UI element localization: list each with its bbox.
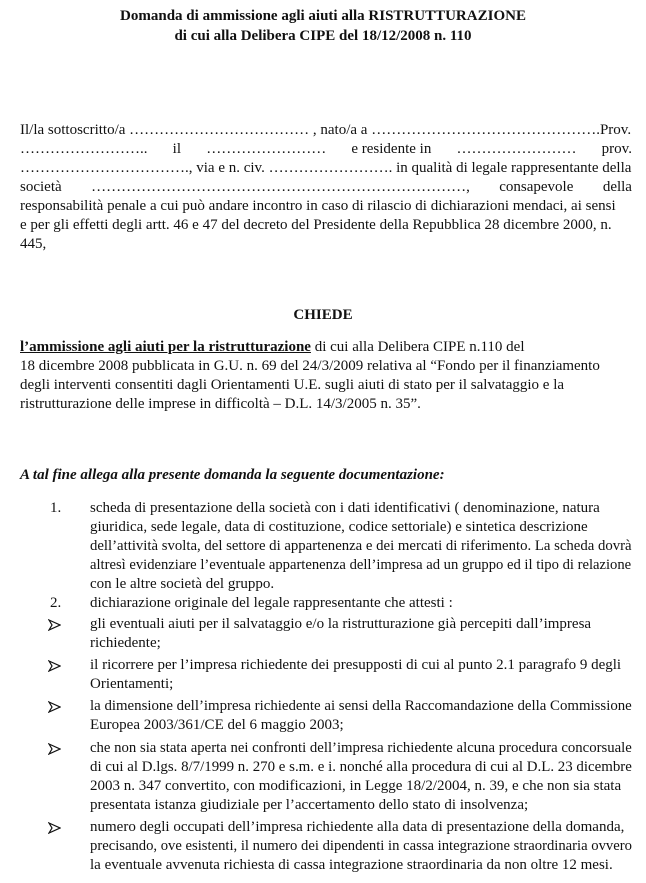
item-2-line: dichiarazione originale del legale rappresentante che attesti : (90, 595, 453, 611)
list-item-1-text (90, 499, 632, 594)
bullet-item-4-text (90, 739, 632, 815)
il-label: il (172, 141, 182, 157)
bullet-4-line: di cui al D.lgs. 8/7/1999 n. 270 e s.m. e i. nonché alla procedura di cui al D.L. 23 dicembre (90, 759, 632, 775)
bullet-item-1-text (90, 615, 632, 653)
declaration-line-7: 445, (20, 236, 47, 252)
arrow-bullet-icon (48, 818, 66, 834)
request-line-1 (20, 338, 632, 357)
declaration-line-4 (20, 178, 632, 197)
list-number-1: 1. (50, 500, 62, 516)
chiede-heading: CHIEDE (293, 307, 353, 323)
bullet-item-2-text (90, 656, 632, 694)
declaration-line-5: responsabilità penale a cui può andare incontro in caso di rilascio di dichiarazioni mendaci, ai sensi (20, 198, 616, 214)
list-item-2-text (90, 594, 632, 613)
document-title-line-1: Domanda di ammissione agli aiuti alla RISTRUTTURAZIONE (120, 8, 526, 24)
bullet-5-line: precisando, ove esistenti, il numero dei dipendenti in cassa integrazione straordinaria ovvero (90, 838, 632, 854)
item-1-line: con le altre società del gruppo. (90, 576, 275, 592)
request-line-3: degli interventi consentiti dagli Orientamenti U.E. sugli aiuti di stato per il salvataggio e la (20, 377, 565, 393)
bullet-4-line: presentata istanza giudiziale per l’accertamento dello stato di insolvenza; (90, 797, 529, 813)
declaration-line-2 (20, 140, 632, 159)
request-line-1-rest: di cui alla Delibera CIPE n.110 del (310, 339, 525, 355)
request-paragraph (20, 338, 632, 414)
bullet-1-line: gli eventuali aiuti per il salvataggio e/o la ristrutturazione già percepiti dall’impresa (90, 616, 592, 632)
arrow-bullet-icon (48, 739, 66, 755)
request-line-2: 18 dicembre 2008 pubblicata in G.U. n. 69 del 24/3/2009 relativa al “Fondo per il finanziamento (20, 358, 600, 374)
arrow-bullet-icon (48, 697, 66, 713)
bullet-4-line: 2003 n. 347 convertito, con modificazioni, in Legge 18/2/2004, n. 39, e che non sia stata (90, 778, 622, 794)
declaration-paragraph (20, 121, 632, 254)
item-1-line: dell’attività svolta, del settore di appartenenza e dei mercati di riferimento. La scheda dovrà (90, 538, 632, 554)
aware-word: consapevole (499, 179, 574, 195)
residence-blank: …………………… (456, 141, 577, 157)
list-number-2: 2. (50, 595, 62, 611)
item-1-line: scheda di presentazione della società con i dati identificativi ( denominazione, natura (90, 500, 600, 516)
bullet-5-line: numero degli occupati dell’impresa richiedente alla data di presentazione della domanda, (90, 819, 625, 835)
birth-date-blank: …………………….. (20, 141, 148, 157)
item-1-line: giuridica, sede legale, data di costituzione, codice settoriale) e sintetica descrizione (90, 519, 588, 535)
bullet-2-line: il ricorrere per l’impresa richiedente dei presupposti di cui al punto 2.1 paragrafo 9 degli (90, 657, 622, 673)
document-title-line-2: di cui alla Delibera CIPE del 18/12/2008 n. 110 (174, 28, 472, 44)
date-blank: …………………… (206, 141, 327, 157)
declaration-line-1: Il/la sottoscritto/a ……………………………… , nato/a a ……………………………………….Prov. (20, 122, 632, 138)
request-line-4: ristrutturazione delle imprese in difficoltà – D.L. 14/3/2005 n. 35”. (20, 396, 421, 412)
bullet-4-line: che non sia stata aperta nei confronti dell’impresa richiedente alcuna procedura concorsuale (90, 740, 632, 756)
bullet-5-line: la eventuale avvenuta richiesta di cassa integrazione straordinaria da non oltre 12 mesi. (90, 857, 613, 873)
bullet-item-3-text (90, 697, 632, 735)
bullet-2-line: Orientamenti; (90, 676, 174, 692)
arrow-bullet-icon (48, 615, 66, 631)
della-word: della (602, 179, 632, 195)
bullet-3-line: Europea 2003/361/CE del 6 maggio 2003; (90, 717, 344, 733)
residence-label: e residente in (351, 141, 432, 157)
bullet-3-line: la dimensione dell’impresa richiedente ai sensi della Raccomandazione della Commissione (90, 698, 632, 714)
prov-label: prov. (601, 141, 632, 157)
bullet-1-line: richiedente; (90, 635, 161, 651)
request-underlined-text: l’ammissione agli aiuti per la ristrutturazione (20, 339, 311, 355)
company-label: società (20, 179, 62, 195)
declaration-line-3: ……………………………., via e n. civ. ……………………. in qualità di legale rappresentante della (20, 160, 632, 176)
item-1-line: altresì evidenziare l’eventuale appartenenza dell’impresa ad un gruppo ed il tipo di relazione (90, 557, 632, 573)
company-blank: …………………………………………………………………, (91, 179, 470, 195)
declaration-line-6: e per gli effetti degli artt. 46 e 47 del decreto del Presidente della Repubblica 28 dicembre 2000, n. (20, 217, 612, 233)
arrow-bullet-icon (48, 656, 66, 672)
attachments-heading: A tal fine allega alla presente domanda la seguente documentazione: (20, 467, 445, 483)
bullet-item-5-text (90, 818, 632, 875)
